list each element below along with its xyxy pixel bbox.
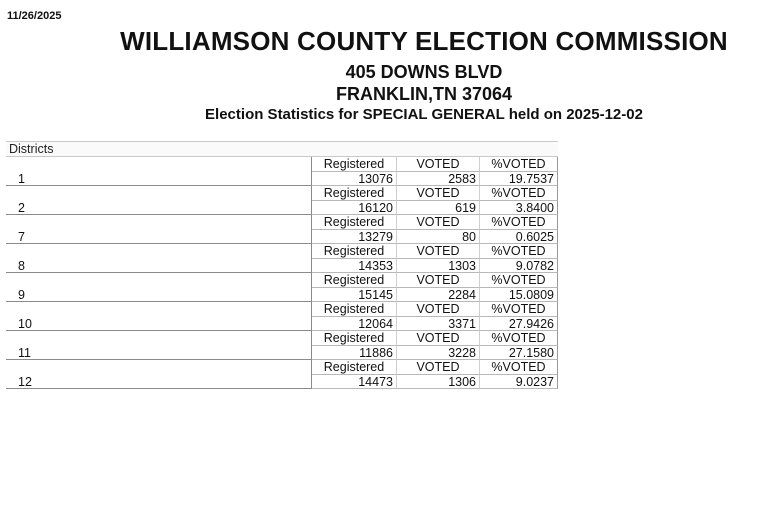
- address-line-1: 405 DOWNS BLVD: [345, 62, 503, 82]
- header-spacer: [6, 186, 312, 201]
- percent-voted-value: 19.7537: [480, 172, 558, 187]
- header-spacer: [6, 157, 312, 172]
- district-number: 7: [6, 230, 312, 245]
- voted-header: VOTED: [397, 273, 480, 288]
- table-row: [6, 288, 558, 303]
- header-spacer: [6, 331, 312, 346]
- table-row: [6, 259, 558, 274]
- districts-header: Districts: [6, 141, 558, 157]
- print-date: 11/26/2025: [7, 10, 62, 22]
- percent-voted-header: %VOTED: [480, 244, 558, 259]
- voted-header: VOTED: [397, 244, 480, 259]
- district-number: 8: [6, 259, 312, 274]
- header-spacer: [6, 360, 312, 375]
- district-number: 1: [6, 172, 312, 187]
- table-row: [6, 201, 558, 216]
- registered-header: Registered: [312, 273, 397, 288]
- percent-voted-header: %VOTED: [480, 186, 558, 201]
- voted-value: 1306: [397, 375, 480, 390]
- registered-header: Registered: [312, 215, 397, 230]
- table-row: [6, 230, 558, 245]
- voted-header: VOTED: [397, 302, 480, 317]
- percent-voted-value: 9.0237: [480, 375, 558, 390]
- district-number: 2: [6, 201, 312, 216]
- registered-value: 11886: [312, 346, 397, 361]
- percent-voted-header: %VOTED: [480, 273, 558, 288]
- column-header-row: [6, 186, 558, 201]
- table-row: [6, 317, 558, 332]
- column-header-row: [6, 244, 558, 259]
- registered-header: Registered: [312, 360, 397, 375]
- table-row: [6, 346, 558, 361]
- percent-voted-header: %VOTED: [480, 360, 558, 375]
- district-number: 9: [6, 288, 312, 303]
- voted-value: 80: [397, 230, 480, 245]
- voted-value: 3228: [397, 346, 480, 361]
- column-header-row: [6, 273, 558, 288]
- page-title: WILLIAMSON COUNTY ELECTION COMMISSION: [120, 26, 728, 56]
- table-row: [6, 172, 558, 187]
- column-header-row: [6, 360, 558, 375]
- header-spacer: [6, 244, 312, 259]
- registered-header: Registered: [312, 302, 397, 317]
- registered-value: 14353: [312, 259, 397, 274]
- registered-value: 13279: [312, 230, 397, 245]
- voted-value: 1303: [397, 259, 480, 274]
- district-number: 12: [6, 375, 312, 390]
- election-stats-title: Election Statistics for SPECIAL GENERAL held on 2025-12-02: [205, 106, 643, 123]
- voted-header: VOTED: [397, 157, 480, 172]
- percent-voted-value: 27.9426: [480, 317, 558, 332]
- voted-header: VOTED: [397, 331, 480, 346]
- registered-value: 14473: [312, 375, 397, 390]
- percent-voted-header: %VOTED: [480, 215, 558, 230]
- percent-voted-value: 9.0782: [480, 259, 558, 274]
- header-spacer: [6, 215, 312, 230]
- voted-header: VOTED: [397, 215, 480, 230]
- registered-header: Registered: [312, 331, 397, 346]
- voted-value: 619: [397, 201, 480, 216]
- percent-voted-value: 3.8400: [480, 201, 558, 216]
- registered-value: 12064: [312, 317, 397, 332]
- registered-header: Registered: [312, 244, 397, 259]
- table-row: [6, 375, 558, 390]
- column-header-row: [6, 215, 558, 230]
- percent-voted-header: %VOTED: [480, 331, 558, 346]
- district-number: 11: [6, 346, 312, 361]
- voted-value: 2583: [397, 172, 480, 187]
- percent-voted-value: 15.0809: [480, 288, 558, 303]
- header-spacer: [6, 302, 312, 317]
- percent-voted-value: 0.6025: [480, 230, 558, 245]
- voted-header: VOTED: [397, 186, 480, 201]
- registered-value: 16120: [312, 201, 397, 216]
- voted-header: VOTED: [397, 360, 480, 375]
- voted-value: 3371: [397, 317, 480, 332]
- column-header-row: [6, 157, 558, 172]
- registered-value: 15145: [312, 288, 397, 303]
- column-header-row: [6, 331, 558, 346]
- district-stats-table: [6, 141, 558, 389]
- percent-voted-value: 27.1580: [480, 346, 558, 361]
- column-header-row: [6, 302, 558, 317]
- percent-voted-header: %VOTED: [480, 157, 558, 172]
- district-number: 10: [6, 317, 312, 332]
- address-line-2: FRANKLIN,TN 37064: [335, 84, 513, 104]
- percent-voted-header: %VOTED: [480, 302, 558, 317]
- registered-value: 13076: [312, 172, 397, 187]
- registered-header: Registered: [312, 157, 397, 172]
- registered-header: Registered: [312, 186, 397, 201]
- voted-value: 2284: [397, 288, 480, 303]
- header-spacer: [6, 273, 312, 288]
